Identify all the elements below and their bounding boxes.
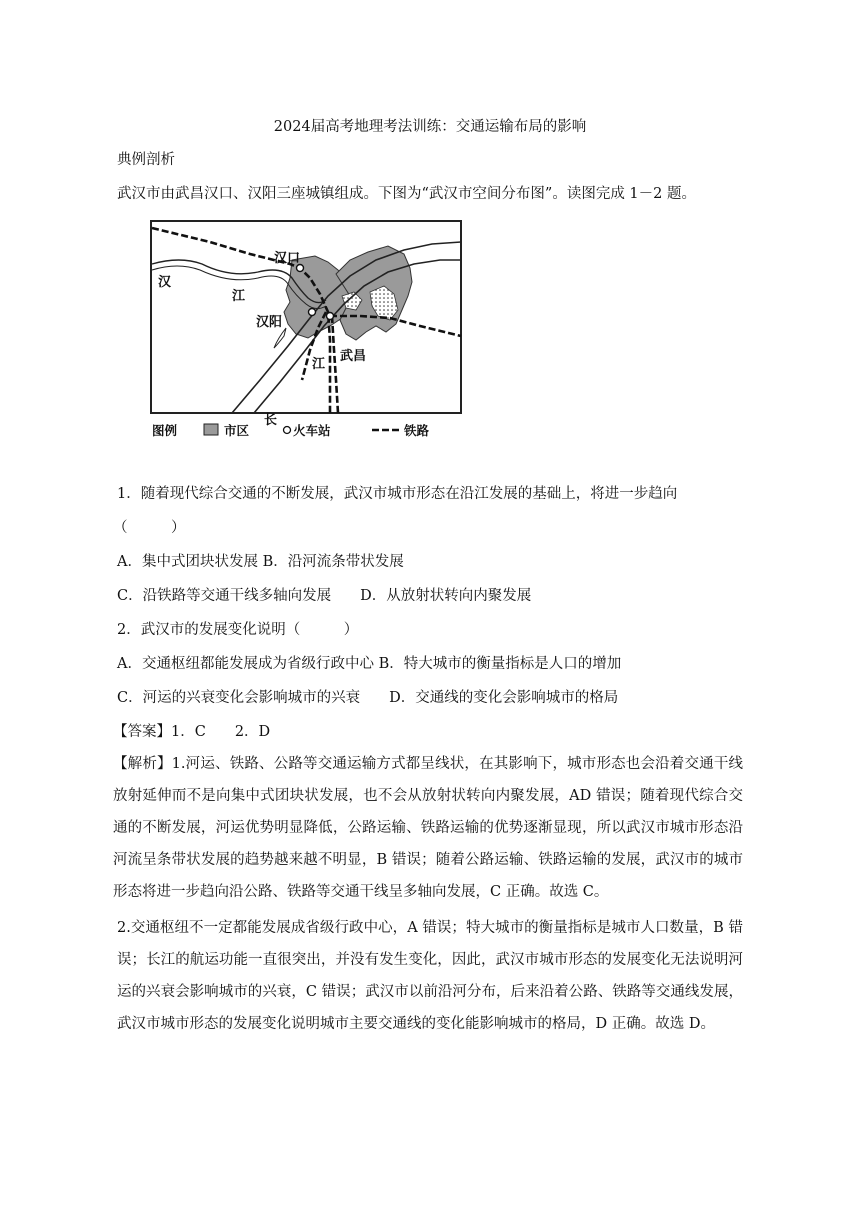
legend-urban-swatch <box>204 424 218 435</box>
question-2-options-cd: C．河运的兴衰变化会影响城市的兴衰 D．交通线的变化会影响城市的格局 <box>117 690 619 706</box>
legend-station: 火车站 <box>293 423 331 438</box>
legend-railway: 铁路 <box>404 423 430 438</box>
wuhan-map-figure <box>150 220 462 438</box>
legend-title: 图例 <box>152 423 178 438</box>
analysis-part-2: 2.交通枢纽不一定都能发展成省级行政中心，A 错误；特大城市的衡量指标是城市人口数量，B 错误；长江的航运功能一直很突出，并没有发生变化，因此，武汉市城市形态的发展变化无法说明河运的兴衰会影响城市的兴衰，C 错误；武汉市以前沿河分布，后来沿着公路、铁路等交通线发展，武汉市城市形态的发展变化说明城市主要交通线的变化能影响城市的格局，D 正确。故选 D。 <box>117 920 743 1032</box>
intro-text: 武汉市由武昌汉口、汉阳三座城镇组成。下图为“武汉市空间分布图”。读图完成 1－2 题。 <box>117 186 696 202</box>
question-1-options-ab: A．集中式团块状发展 B．沿河流条带状发展 <box>117 554 404 570</box>
legend-station-icon <box>284 427 291 434</box>
legend-urban: 市区 <box>224 423 250 438</box>
station-wuchang <box>327 313 334 320</box>
label-wuchang: 武昌 <box>340 349 367 364</box>
question-1-options-cd: C．沿铁路等交通干线多轴向发展 D．从放射状转向内聚发展 <box>117 588 532 604</box>
document-title: 2024届高考地理考法训练：交通运输布局的影响 <box>273 119 587 135</box>
answer-line: 【答案】1．C 2．D <box>113 724 271 740</box>
question-2-options-ab: A．交通枢纽都能发展成为省级行政中心 B．特大城市的衡量指标是人口的增加 <box>117 656 622 672</box>
label-jiang-1: 江 <box>232 289 246 304</box>
map-legend <box>152 423 430 438</box>
label-jiang-2: 江 <box>312 357 326 372</box>
question-1-blank: （ ） <box>113 520 186 536</box>
station-hanyang <box>309 309 316 316</box>
analysis-part-1: 【解析】1.河运、铁路、公路等交通运输方式都呈线状，在其影响下，城市形态也会沿着交通干线放射延伸而不是向集中式团块状发展，也不会从放射状转向内聚发展，AD 错误；随着现代综合交通的不断发展，河运优势明显降低，公路运输、铁路运输的优势逐渐显现，所以武汉市城市形态沿河流呈条带状发展的趋势越来越不明显，B 错误；随着公路运输、铁路运输的发展，武汉市的城市形态将进一步趋向沿公路、铁路等交通干线呈多轴向发展，C 正确。故选 C。 <box>113 756 743 900</box>
question-2-stem: 2．武汉市的发展变化说明（ ） <box>117 622 359 638</box>
section-heading: 典例剖析 <box>117 152 175 168</box>
label-hanyang: 汉阳 <box>256 315 283 330</box>
label-chang: 长 <box>264 413 278 428</box>
label-han: 汉 <box>158 275 172 290</box>
question-1-stem: 1．随着现代综合交通的不断发展，武汉市城市形态在沿江发展的基础上，将进一步趋向 <box>117 486 678 502</box>
wuhan-map <box>150 220 462 438</box>
label-hankou: 汉口 <box>274 251 301 266</box>
